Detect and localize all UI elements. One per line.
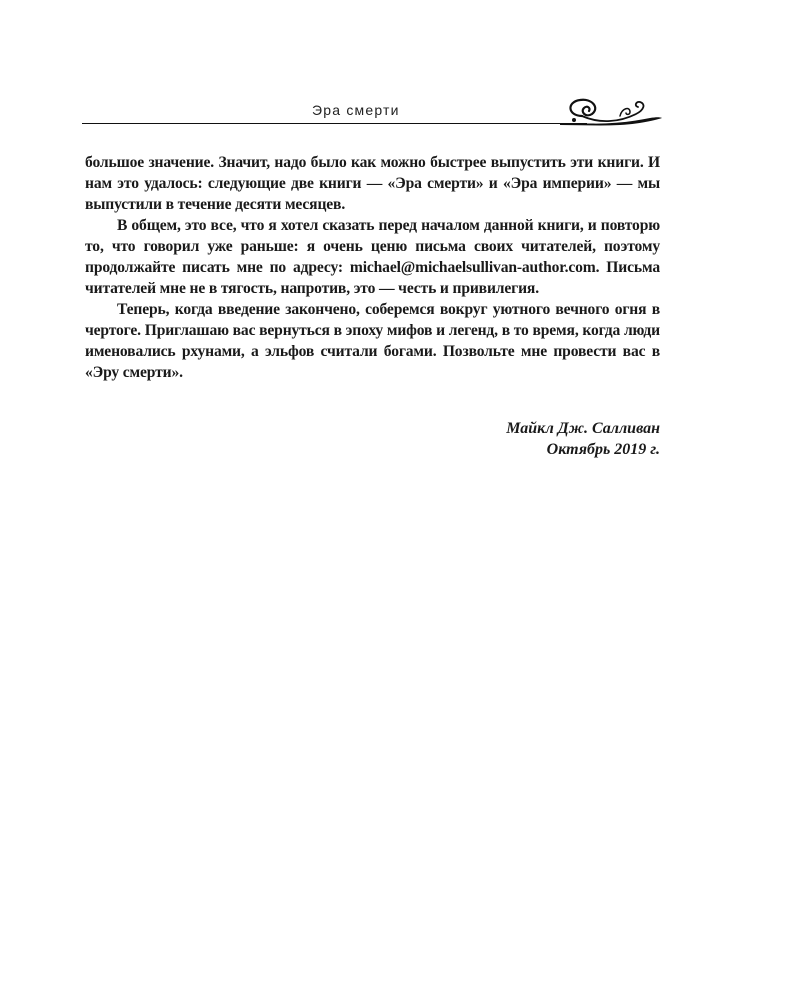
header-rule — [82, 123, 587, 124]
signature-author: Майкл Дж. Салливан — [506, 420, 660, 437]
running-head — [82, 96, 660, 130]
body-text — [85, 152, 660, 383]
signature-date: Октябрь 2019 г. — [546, 441, 660, 458]
paragraph-3: Теперь, когда введение закончено, соберемся вокруг уютного вечного огня в чертоге. Приглашаю вас вернуться в эпоху мифов и легенд, в то время, когда люди именовались рхунами, а эльфов считали богами. Позвольте мне провести вас в «Эру смерти». — [85, 301, 660, 381]
flourish-ornament-icon — [560, 94, 664, 130]
paragraph-1: большое значение. Значит, надо было как можно быстрее выпустить эти книги. И нам это удалось: следующие две книги — «Эра смерти» и «Эра империи» — мы выпустили в течение десяти месяцев. — [85, 154, 660, 213]
signature-block — [506, 418, 660, 460]
paragraph-2: В общем, это все, что я хотел сказать перед началом данной книги, и повторю то, что говорил уже раньше: я очень ценю письма своих читателей, поэтому продолжайте писать мне по адресу: michael@michaelsullivan-author.com. Письма читателей мне не в тягость, напротив, это — честь и привилегия. — [85, 217, 660, 297]
running-title: Эра смерти — [312, 102, 400, 118]
